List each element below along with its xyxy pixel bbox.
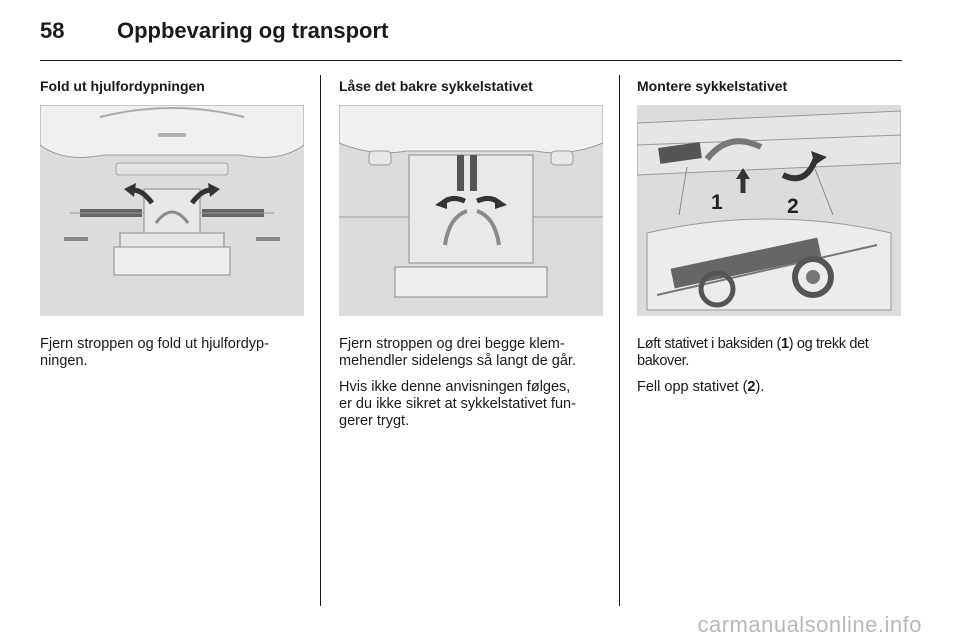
page-title: Oppbevaring og transport: [117, 18, 389, 43]
step-number: 1: [781, 336, 789, 352]
paragraph-line: ningen.: [40, 353, 88, 369]
paragraph-line: Fjern stroppen og drei begge klem-: [339, 336, 565, 352]
section-mount-bike-rack: [637, 78, 901, 396]
section-heading: Montere sykkelstativet: [637, 78, 788, 94]
illustration-lock-rack: [339, 105, 603, 316]
paragraph-text: Løft stativet i baksiden (: [637, 336, 782, 352]
illustration-mount-rack: [637, 105, 901, 316]
column-divider: [320, 75, 321, 606]
page-header: [40, 16, 902, 60]
paragraph-text: ) og trekk det: [788, 336, 869, 352]
paragraph-line: Fjern stroppen og fold ut hjulfordyp-: [40, 336, 269, 352]
callout-1: 1: [711, 191, 723, 214]
paragraph-text: Fell opp stativet (: [637, 379, 748, 395]
step-number: 2: [747, 379, 756, 395]
section-heading: Låse det bakre sykkelstativet: [339, 78, 533, 94]
column-divider: [619, 75, 620, 606]
paragraph-line: Hvis ikke denne anvisningen følges,: [339, 379, 571, 395]
section-lock-rear-bike-rack: [339, 78, 603, 430]
section-fold-out-wheel-recess: [40, 78, 304, 370]
paragraph-text: bakover.: [637, 353, 690, 369]
illustration-wheel-recess: [40, 105, 304, 316]
paragraph-line: er du ikke sikret at sykkelstativet fun-: [339, 396, 576, 412]
page-number: 58: [40, 18, 65, 43]
watermark: carmanualsonline.info: [697, 612, 922, 637]
paragraph-line: gerer trygt.: [339, 413, 410, 429]
callout-2: 2: [787, 195, 799, 218]
paragraph-text: ).: [755, 379, 765, 395]
paragraph-line: mehendler sidelengs så langt de går.: [339, 353, 576, 369]
header-rule: [40, 60, 902, 61]
section-heading: Fold ut hjulfordypningen: [40, 78, 205, 94]
